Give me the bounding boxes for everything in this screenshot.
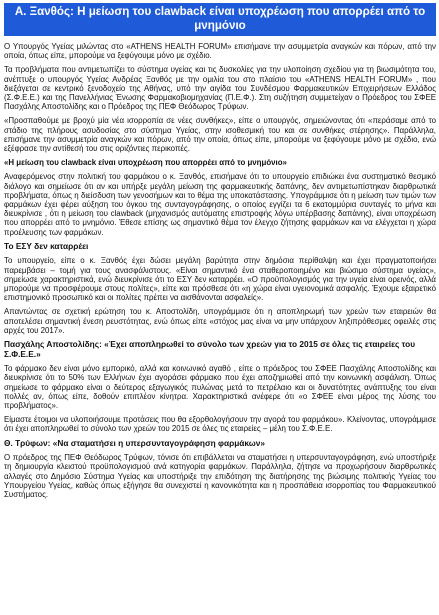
article-title-banner <box>4 3 436 36</box>
paragraph-ready: Είμαστε έτοιμοι να υλοποιήσουμε προτάσεις που θα εξορθολογήσουν την αγορά του φαρμάκου». Κλείνοντας, υπογράμμισε ότι έχει αποπληρωθεί το σύνολο των χρεών του 2015 σε όλες τις εταιρείες – μέλη του Σ.Φ.Ε.Ε. <box>4 415 436 434</box>
paragraph-forum: Τα προβλήματα που αντιμετωπίζει το σύστημα υγείας και τις δυσκολίες για την υλοποίηση σχεδίου για τη βιωσιμότητα του, ανέπτυξε ο υπουργός Υγείας Ανδρέας Ξανθός με την ομιλία του στο πλαίσιο του «ATHENS HEALTH FORUM» , που διεξάγεται σε κεντρικό ξενοδοχείο της Αθήνας, υπό την αιγίδα του Συνδέσμου Φαρμακευτικών Επιχειρήσεων Ελλάδος (Σ.Φ.Ε.Ε.) και της Πανελλήνιας Ένωσης Φαρμακοβιομηχανίας (Π.Ε.Φ.). Στη συζήτηση συμμετείχαν ο Πρόεδρος του ΣΦΕΕ Πασχάλης Αποστολίδης και ο Πρόεδρος της ΠΕΦ Θεόδωρος Τρύφων. <box>4 65 436 112</box>
section-heading-tryfon: Θ. Τρύφων: «Να σταματήσει η υπερσυνταγογράφηση φαρμάκων» <box>4 437 265 448</box>
paragraph-medicine: Το φάρμακο δεν είναι μόνο εμπορικό, αλλά και κοινωνικό αγαθό , είπε ο πρόεδρος του ΣΦΕΕ Πασχάλης Αποστολίδης και διευκρίνισε ότι το 50% των Ελλήνων έχει αγοράσει φάρμακο που έχει αποζημιωθεί από την κοινωνική ασφάλιση. Όπως σημείωσε το φάρμακο είναι ο δεύτερος εξαγωγικός πυλώνας μετά το πετρέλαιο και οι δυνατότητες ανάπτυξης του είναι πολλές αν, όπως είπε, δοθούν επιπλέον κίνητρα. Χαρακτηριστικά ανέφερε ότι «ο ΣΦΕΕ είναι μέρος της λύσης του προβλήματος». <box>4 364 436 411</box>
section-heading-esy: Το ΕΣΥ δεν καταρρέει <box>4 240 89 251</box>
paragraph-debts: Απαντώντας σε σχετική ερώτηση του κ. Αποστολίδη, υπογράμμισε ότι η αποπληρωμή των χρεών των εταιρειών θα αποτελέσει σημαντική ένεση ρευστότητας, ενώ όπως είπε «στόχος μας είναι να μην υπάρχουν ληξιπρόθεσμες οφειλές στις αρχές του 2017». <box>4 307 436 335</box>
paragraph-drug-policy: Αναφερόμενος στην πολιτική του φαρμάκου ο κ. Ξανθός, επισήμανε ότι το υπουργείο επιδιώκει ένα συστηματικό θεσμικό διάλογο και σημείωσε ότι αν και υπήρξε μεγάλη μείωση της φαρμακευτικής δαπάνης, δεν αντιμετωπίστηκαν διαρθρωτικά προβλήματα, όπως η διείσδυση των γενοσήμων και το θέμα της υποκατάστασης. Υπογράμμισε ότι η μείωση των τιμών των φαρμάκων έχει φέρει αύξηση του όγκου της συνταγογράφησης, ο οποίος εγγίζει τα 6 εκατομμύρια συνταγές το μήνα και διευκρίνισε , ότι η μείωση του clawback (μηχανισμός αυτόματης επιστροφής λόγω υπέρβασης δαπάνης), είναι υποχρέωση που απορρέει από το μνημόνιο. Έθεσε επίσης ως σημαντικό θέμα τον έλεγχο ζήτησης φαρμάκων και να ελέγχεται η χώρα προέλευσης των φαρμάκων. <box>4 172 436 237</box>
paragraph-tryfon: Ο πρόεδρος της ΠΕΦ Θεόδωρος Τρύφων, τόνισε ότι επιβάλλεται να σταματήσει η υπερσυνταγογράφηση, ενώ υποστήριξε τη δημιουργία κλειστού προϋπολογισμού ανά κατηγορία φαρμάκων. Παράλληλα, ζήτησε να προχωρήσουν διαρθρωτικές αλλαγές στο Δημόσιο Σύστημα Υγείας και υποστήριξε την επιδότηση της διατήρησης της βιώσιμης πολιτικής Υγείας του Υπουργείου Υγείας, καθώς όπως εξήγησε θα συνεχιστεί η κανονικότητα και η προσπάθεια ισορροπίας του Φαρμακευτικού Συστήματος. <box>4 453 436 500</box>
paragraph-balance: «Προσπαθούμε με βροχύ μία νέα ισορροπία σε νέες συνθήκες», είπε ο υπουργός, σημειώνοντας ότι «περάσαμε από το στάδιο της πλήρους ασυδοσίας στο σύστημα Υγείας, στην ισοθεσμική του και σε συνθήκες στέρησης». Παράλληλα, επισήμανε την ασυμμετρία αναγκών και πόρων, από την οποία, όπως είπε, μπορούμε να ξεφύγουμε μόνο με σχέδιο, ενώ εξέφρασε την αντίθεσή του στις οριζόντιες περικοπές. <box>4 116 436 154</box>
article-title-line-2: μνημόνιο <box>194 19 246 32</box>
subheading-clawback: «Η μείωση του clawback είναι υποχρέωση που απορρέει από το μνημόνιο» <box>4 158 287 168</box>
article-title-line-1: Α. Ξανθός: Η μείωση του clawback είναι υποχρέωση που απορρέει από το <box>14 5 426 18</box>
section-heading-apostolidis: Πασχάλης Αποστολίδης: «Έχει αποπληρωθεί το σύνολο των χρεών για το 2015 σε όλες τις εταιρείες του Σ.Φ.Ε.Ε.» <box>4 339 416 359</box>
paragraph-ministry: Το υπουργείο, είπε ο κ. Ξανθός έχει δώσει μεγάλη βαρύτητα στην δημόσια περίθαλψη και έχει πραγματοποιήσει παρεμβάσει – τομή για τους ανασφάλιστους. «Είναι σημαντικό ένα σταθεροποιημένο και βιώσιμο σύστημα υγείας», σημείωσε χαρακτηριστικά, ενώ διευκρίνισε ότι το ΕΣΥ δεν καταρρέει. «Ο προϋπολογισμός για την υγεία είναι ορεινός, αλλά μπορούμε να προσφέρουμε στους πολίτες», είπε και πρόσθεσε ότι «η χώρα είναι υγειονομικά ασφαλής. Έχουμε εξαιρετικό επιστημονικό προσωπικό και οι πολίτες πρέπει να αισθάνονται ασφαλείς». <box>4 256 436 303</box>
paragraph-intro: Ο Υπουργός Υγείας μιλώντας στο «ATHENS HEALTH FORUM» επισήμανε την ασυμμετρία αναγκών και πόρων, από την οποία, όπως είπε, μπορούμε να ξεφύγουμε μόνο με σχέδιο. <box>4 42 436 61</box>
